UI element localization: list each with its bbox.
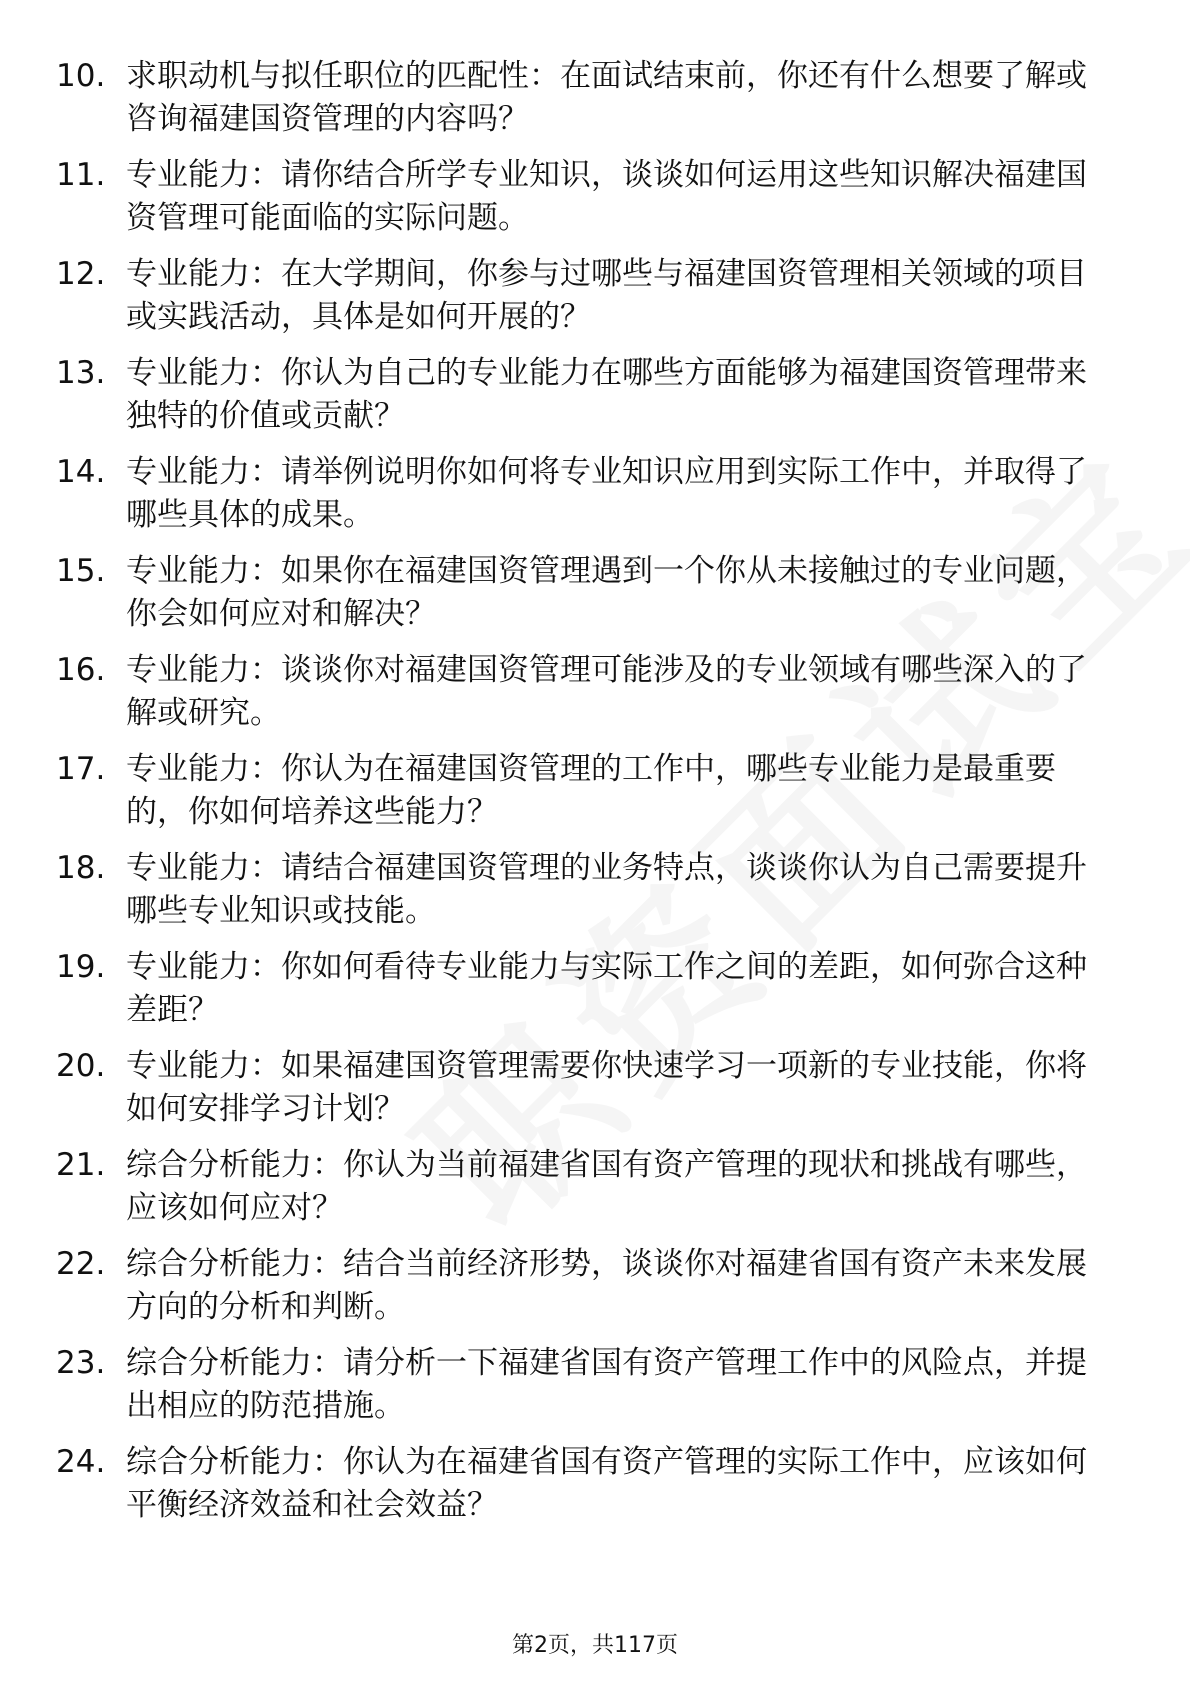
- question-number: 11.: [56, 157, 106, 193]
- question-text: 求职动机与拟任职位的匹配性：在面试结束前，你还有什么想要了解或咨询福建国资管理的内容吗？: [126, 58, 1087, 137]
- question-text: 专业能力：谈谈你对福建国资管理可能涉及的专业领域有哪些深入的了解或研究。: [126, 652, 1087, 731]
- question-text: 专业能力：请结合福建国资管理的业务特点，谈谈你认为自己需要提升哪些专业知识或技能。: [126, 850, 1087, 929]
- page-number-label: 第2页，共117页: [512, 1633, 678, 1658]
- question-item-18: [56, 847, 1116, 933]
- question-text: 专业能力：如果福建国资管理需要你快速学习一项新的专业技能，你将如何安排学习计划？: [126, 1048, 1087, 1127]
- question-text: 综合分析能力：你认为在福建省国有资产管理的实际工作中，应该如何平衡经济效益和社会效益？: [126, 1444, 1087, 1523]
- question-number: 16.: [56, 652, 106, 688]
- question-number: 19.: [56, 949, 106, 985]
- question-number: 21.: [56, 1147, 106, 1183]
- question-list: [56, 55, 1116, 1540]
- question-item-15: [56, 550, 1116, 636]
- question-number: 20.: [56, 1048, 106, 1084]
- question-text: 综合分析能力：请分析一下福建省国有资产管理工作中的风险点，并提出相应的防范措施。: [126, 1345, 1087, 1424]
- question-text: 专业能力：你如何看待专业能力与实际工作之间的差距，如何弥合这种差距？: [126, 949, 1087, 1028]
- question-text: 专业能力：请举例说明你如何将专业知识应用到实际工作中，并取得了哪些具体的成果。: [126, 454, 1087, 533]
- question-number: 17.: [56, 751, 106, 787]
- question-item-22: [56, 1243, 1116, 1329]
- question-number: 24.: [56, 1444, 106, 1480]
- page-footer: [0, 1628, 1190, 1659]
- question-number: 13.: [56, 355, 106, 391]
- question-item-11: [56, 154, 1116, 240]
- question-item-24: [56, 1441, 1116, 1527]
- question-number: 12.: [56, 256, 106, 292]
- question-text: 专业能力：在大学期间，你参与过哪些与福建国资管理相关领域的项目或实践活动，具体是如何开展的？: [126, 256, 1087, 335]
- question-number: 22.: [56, 1246, 106, 1282]
- question-item-21: [56, 1144, 1116, 1230]
- question-item-13: [56, 352, 1116, 438]
- question-item-16: [56, 649, 1116, 735]
- question-text: 专业能力：你认为自己的专业能力在哪些方面能够为福建国资管理带来独特的价值或贡献？: [126, 355, 1087, 434]
- question-number: 18.: [56, 850, 106, 886]
- question-text: 专业能力：请你结合所学专业知识，谈谈如何运用这些知识解决福建国资管理可能面临的实际问题。: [126, 157, 1087, 236]
- question-item-19: [56, 946, 1116, 1032]
- question-number: 23.: [56, 1345, 106, 1381]
- question-item-10: [56, 55, 1116, 141]
- question-item-17: [56, 748, 1116, 834]
- question-item-20: [56, 1045, 1116, 1131]
- question-number: 14.: [56, 454, 106, 490]
- question-text: 综合分析能力：你认为当前福建省国有资产管理的现状和挑战有哪些，应该如何应对？: [126, 1147, 1087, 1226]
- question-text: 专业能力：你认为在福建国资管理的工作中，哪些专业能力是最重要的，你如何培养这些能力？: [126, 751, 1056, 830]
- question-text: 专业能力：如果你在福建国资管理遇到一个你从未接触过的专业问题，你会如何应对和解决？: [126, 553, 1087, 632]
- question-item-23: [56, 1342, 1116, 1428]
- question-number: 10.: [56, 58, 106, 94]
- question-item-12: [56, 253, 1116, 339]
- question-text: 综合分析能力：结合当前经济形势，谈谈你对福建省国有资产未来发展方向的分析和判断。: [126, 1246, 1087, 1325]
- question-item-14: [56, 451, 1116, 537]
- question-number: 15.: [56, 553, 106, 589]
